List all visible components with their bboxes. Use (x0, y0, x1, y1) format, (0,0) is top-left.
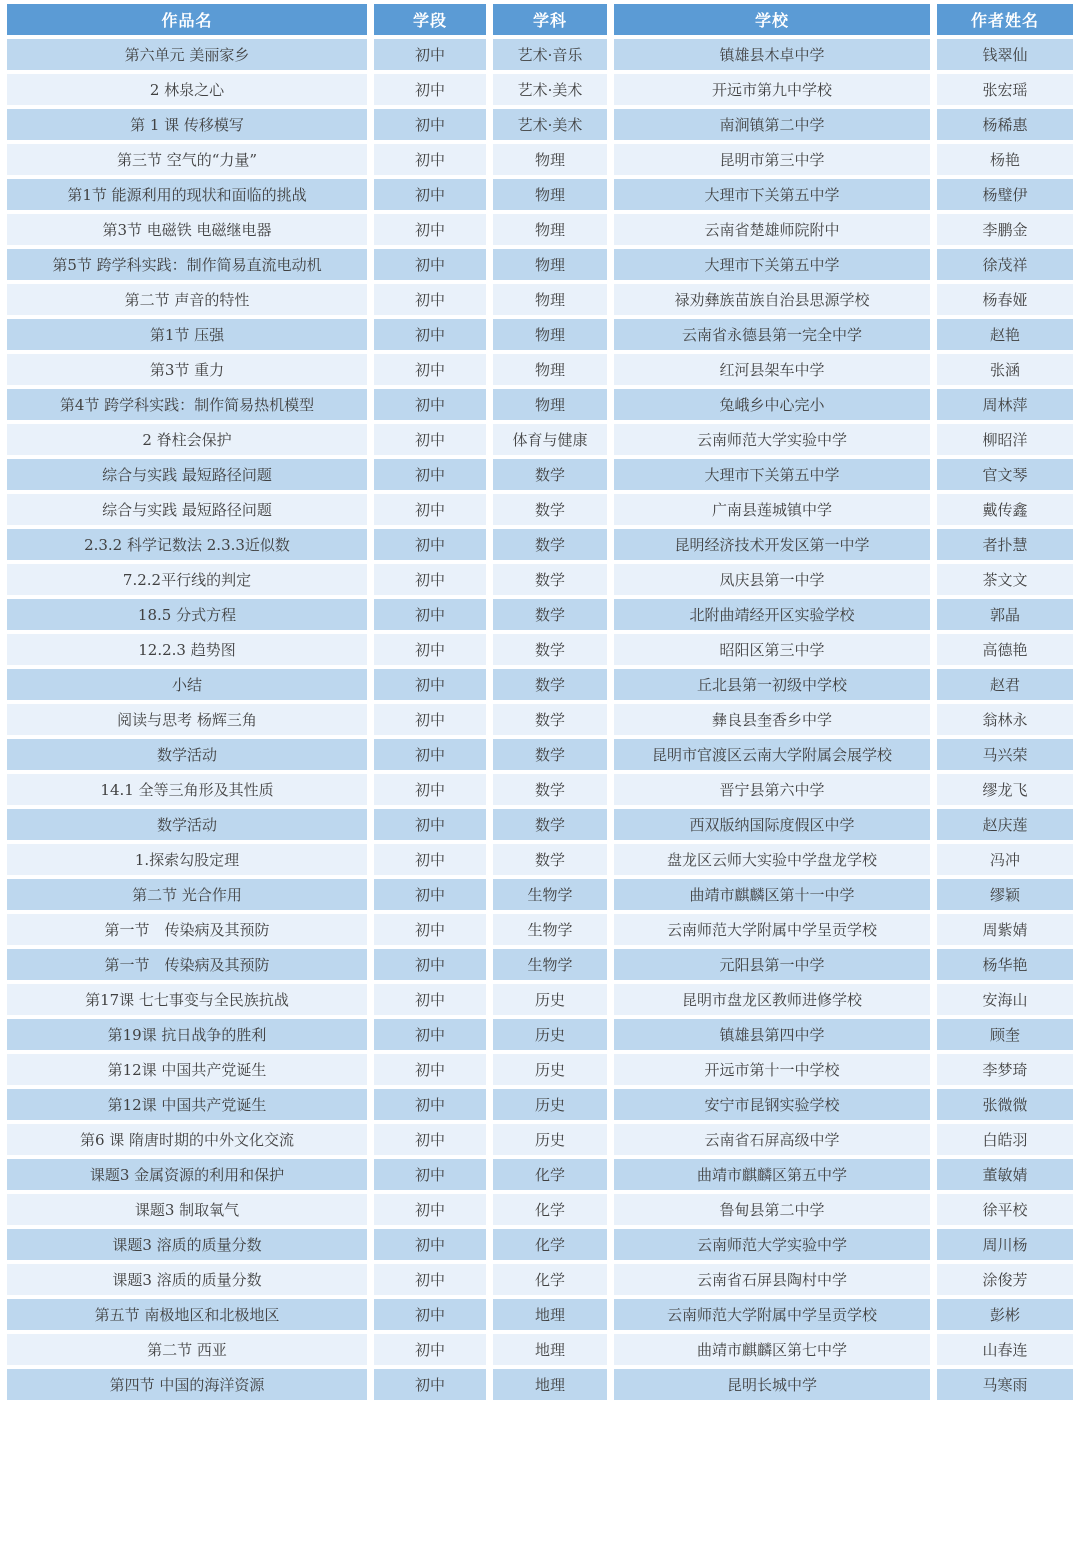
cell-work-title: 第二节 声音的特性 (7, 284, 367, 315)
cell-school: 北附曲靖经开区实验学校 (614, 599, 930, 630)
table-row (7, 704, 1073, 735)
table-row (7, 529, 1073, 560)
cell-school: 昆明市盘龙区教师进修学校 (614, 984, 930, 1015)
cell-school-stage: 初中 (374, 774, 486, 805)
cell-school: 广南县莲城镇中学 (614, 494, 930, 525)
cell-work-title: 第17课 七七事变与全民族抗战 (7, 984, 367, 1015)
cell-school: 南涧镇第二中学 (614, 109, 930, 140)
cell-school-stage: 初中 (374, 214, 486, 245)
cell-school: 云南师范大学实验中学 (614, 424, 930, 455)
cell-work-title: 第五节 南极地区和北极地区 (7, 1299, 367, 1330)
table-row (7, 669, 1073, 700)
cell-school-stage: 初中 (374, 39, 486, 70)
cell-school-stage: 初中 (374, 669, 486, 700)
table-row (7, 1019, 1073, 1050)
cell-author-name: 柳昭洋 (937, 424, 1073, 455)
cell-author-name: 周紫婧 (937, 914, 1073, 945)
cell-school: 曲靖市麒麟区第七中学 (614, 1334, 930, 1365)
cell-subject: 艺术·美术 (493, 74, 607, 105)
cell-school: 昆明经济技术开发区第一中学 (614, 529, 930, 560)
cell-work-title: 阅读与思考 杨辉三角 (7, 704, 367, 735)
cell-author-name: 者扑慧 (937, 529, 1073, 560)
table-row (7, 214, 1073, 245)
cell-author-name: 周林萍 (937, 389, 1073, 420)
table-row (7, 564, 1073, 595)
cell-subject: 数学 (493, 704, 607, 735)
cell-work-title: 第 1 课 传移模写 (7, 109, 367, 140)
table-row (7, 354, 1073, 385)
cell-school-stage: 初中 (374, 494, 486, 525)
cell-author-name: 钱翠仙 (937, 39, 1073, 70)
cell-author-name: 杨艳 (937, 144, 1073, 175)
cell-school: 晋宁县第六中学 (614, 774, 930, 805)
cell-school: 红河县架车中学 (614, 354, 930, 385)
cell-school-stage: 初中 (374, 109, 486, 140)
cell-school-stage: 初中 (374, 1299, 486, 1330)
cell-work-title: 第4节 跨学科实践：制作简易热机模型 (7, 389, 367, 420)
cell-school: 凤庆县第一中学 (614, 564, 930, 595)
cell-school-stage: 初中 (374, 599, 486, 630)
cell-subject: 历史 (493, 1019, 607, 1050)
cell-school-stage: 初中 (374, 1054, 486, 1085)
cell-work-title: 第三节 空气的“力量” (7, 144, 367, 175)
header-author-name: 作者姓名 (937, 4, 1073, 35)
cell-work-title: 课题3 制取氧气 (7, 1194, 367, 1225)
cell-school-stage: 初中 (374, 424, 486, 455)
cell-author-name: 马寒雨 (937, 1369, 1073, 1400)
table-row (7, 1054, 1073, 1085)
cell-work-title: 数学活动 (7, 809, 367, 840)
cell-school-stage: 初中 (374, 1019, 486, 1050)
cell-school: 昭阳区第三中学 (614, 634, 930, 665)
cell-subject: 物理 (493, 144, 607, 175)
cell-school: 云南师范大学实验中学 (614, 1229, 930, 1260)
cell-author-name: 赵庆莲 (937, 809, 1073, 840)
cell-school-stage: 初中 (374, 319, 486, 350)
cell-school: 曲靖市麒麟区第十一中学 (614, 879, 930, 910)
table-row (7, 74, 1073, 105)
table-row (7, 634, 1073, 665)
header-row (7, 4, 1073, 35)
cell-subject: 艺术·音乐 (493, 39, 607, 70)
table-row (7, 1264, 1073, 1295)
table-row (7, 459, 1073, 490)
cell-school-stage: 初中 (374, 949, 486, 980)
cell-subject: 数学 (493, 494, 607, 525)
table-row (7, 39, 1073, 70)
cell-author-name: 茶文文 (937, 564, 1073, 595)
header-school-stage: 学段 (374, 4, 486, 35)
cell-author-name: 徐茂祥 (937, 249, 1073, 280)
cell-school: 大理市下关第五中学 (614, 179, 930, 210)
cell-subject: 地理 (493, 1369, 607, 1400)
cell-subject: 物理 (493, 354, 607, 385)
cell-school: 安宁市昆钢实验学校 (614, 1089, 930, 1120)
cell-subject: 数学 (493, 739, 607, 770)
cell-author-name: 官文琴 (937, 459, 1073, 490)
cell-school: 镇雄县第四中学 (614, 1019, 930, 1050)
cell-author-name: 李梦琦 (937, 1054, 1073, 1085)
cell-school-stage: 初中 (374, 389, 486, 420)
cell-subject: 物理 (493, 284, 607, 315)
header-subject: 学科 (493, 4, 607, 35)
cell-subject: 生物学 (493, 914, 607, 945)
cell-school-stage: 初中 (374, 984, 486, 1015)
cell-work-title: 综合与实践 最短路径问题 (7, 459, 367, 490)
cell-school-stage: 初中 (374, 1124, 486, 1155)
table-row (7, 774, 1073, 805)
cell-work-title: 18.5 分式方程 (7, 599, 367, 630)
cell-work-title: 数学活动 (7, 739, 367, 770)
cell-work-title: 1.探索勾股定理 (7, 844, 367, 875)
cell-school: 鲁甸县第二中学 (614, 1194, 930, 1225)
cell-subject: 物理 (493, 319, 607, 350)
cell-author-name: 顾奎 (937, 1019, 1073, 1050)
cell-school: 昆明市官渡区云南大学附属会展学校 (614, 739, 930, 770)
cell-work-title: 课题3 溶质的质量分数 (7, 1264, 367, 1295)
cell-school-stage: 初中 (374, 459, 486, 490)
cell-work-title: 7.2.2平行线的判定 (7, 564, 367, 595)
cell-school-stage: 初中 (374, 739, 486, 770)
cell-school: 盘龙区云师大实验中学盘龙学校 (614, 844, 930, 875)
cell-school: 云南省石屏县陶村中学 (614, 1264, 930, 1295)
cell-subject: 数学 (493, 669, 607, 700)
cell-work-title: 课题3 溶质的质量分数 (7, 1229, 367, 1260)
cell-school-stage: 初中 (374, 1159, 486, 1190)
table-row (7, 249, 1073, 280)
table-row (7, 1229, 1073, 1260)
cell-school-stage: 初中 (374, 74, 486, 105)
cell-school: 元阳县第一中学 (614, 949, 930, 980)
cell-author-name: 缪龙飞 (937, 774, 1073, 805)
cell-subject: 化学 (493, 1264, 607, 1295)
cell-school: 开远市第九中学校 (614, 74, 930, 105)
table-row (7, 389, 1073, 420)
cell-school: 昆明市第三中学 (614, 144, 930, 175)
cell-author-name: 赵君 (937, 669, 1073, 700)
cell-school-stage: 初中 (374, 1334, 486, 1365)
cell-school: 云南省楚雄师院附中 (614, 214, 930, 245)
cell-work-title: 第1节 能源利用的现状和面临的挑战 (7, 179, 367, 210)
cell-school: 云南师范大学附属中学呈贡学校 (614, 914, 930, 945)
cell-subject: 数学 (493, 809, 607, 840)
cell-author-name: 戴传鑫 (937, 494, 1073, 525)
header-school: 学校 (614, 4, 930, 35)
cell-work-title: 第5节 跨学科实践：制作简易直流电动机 (7, 249, 367, 280)
cell-author-name: 高德艳 (937, 634, 1073, 665)
cell-author-name: 翁林永 (937, 704, 1073, 735)
table-row (7, 1159, 1073, 1190)
cell-subject: 艺术·美术 (493, 109, 607, 140)
table-row (7, 424, 1073, 455)
cell-work-title: 第六单元 美丽家乡 (7, 39, 367, 70)
cell-school-stage: 初中 (374, 1194, 486, 1225)
table-row (7, 879, 1073, 910)
cell-work-title: 第3节 电磁铁 电磁继电器 (7, 214, 367, 245)
table-row (7, 179, 1073, 210)
cell-work-title: 第一节 传染病及其预防 (7, 949, 367, 980)
cell-author-name: 董敏婧 (937, 1159, 1073, 1190)
cell-author-name: 李鹏金 (937, 214, 1073, 245)
cell-subject: 物理 (493, 249, 607, 280)
cell-school-stage: 初中 (374, 564, 486, 595)
cell-school: 西双版纳国际度假区中学 (614, 809, 930, 840)
cell-subject: 数学 (493, 599, 607, 630)
cell-subject: 数学 (493, 529, 607, 560)
cell-subject: 化学 (493, 1159, 607, 1190)
cell-subject: 历史 (493, 1124, 607, 1155)
cell-school-stage: 初中 (374, 809, 486, 840)
table-row (7, 284, 1073, 315)
cell-author-name: 郭晶 (937, 599, 1073, 630)
cell-author-name: 山春连 (937, 1334, 1073, 1365)
cell-author-name: 白皓羽 (937, 1124, 1073, 1155)
cell-author-name: 杨春娅 (937, 284, 1073, 315)
cell-author-name: 张宏瑶 (937, 74, 1073, 105)
cell-school: 禄劝彝族苗族自治县思源学校 (614, 284, 930, 315)
cell-subject: 物理 (493, 389, 607, 420)
cell-author-name: 杨璧伊 (937, 179, 1073, 210)
cell-school-stage: 初中 (374, 179, 486, 210)
table-row (7, 494, 1073, 525)
table-row (7, 1194, 1073, 1225)
cell-author-name: 徐平校 (937, 1194, 1073, 1225)
cell-work-title: 12.2.3 趋势图 (7, 634, 367, 665)
table-row (7, 1089, 1073, 1120)
cell-author-name: 安海山 (937, 984, 1073, 1015)
cell-work-title: 小结 (7, 669, 367, 700)
cell-subject: 地理 (493, 1334, 607, 1365)
cell-author-name: 彭彬 (937, 1299, 1073, 1330)
cell-author-name: 涂俊芳 (937, 1264, 1073, 1295)
table-row (7, 319, 1073, 350)
table-row (7, 1124, 1073, 1155)
cell-work-title: 2 脊柱会保护 (7, 424, 367, 455)
cell-school: 云南省永德县第一完全中学 (614, 319, 930, 350)
cell-author-name: 杨稀惠 (937, 109, 1073, 140)
table-row (7, 739, 1073, 770)
cell-work-title: 第12课 中国共产党诞生 (7, 1089, 367, 1120)
cell-subject: 物理 (493, 179, 607, 210)
cell-school: 大理市下关第五中学 (614, 249, 930, 280)
cell-school: 云南师范大学附属中学呈贡学校 (614, 1299, 930, 1330)
cell-author-name: 缪颖 (937, 879, 1073, 910)
cell-work-title: 第1节 压强 (7, 319, 367, 350)
cell-work-title: 14.1 全等三角形及其性质 (7, 774, 367, 805)
cell-subject: 数学 (493, 634, 607, 665)
cell-school: 兔峨乡中心完小 (614, 389, 930, 420)
cell-school-stage: 初中 (374, 1369, 486, 1400)
cell-work-title: 课题3 金属资源的利用和保护 (7, 1159, 367, 1190)
cell-subject: 生物学 (493, 949, 607, 980)
cell-school-stage: 初中 (374, 634, 486, 665)
cell-school-stage: 初中 (374, 704, 486, 735)
cell-author-name: 杨华艳 (937, 949, 1073, 980)
cell-school-stage: 初中 (374, 1229, 486, 1260)
cell-school-stage: 初中 (374, 1089, 486, 1120)
cell-author-name: 马兴荣 (937, 739, 1073, 770)
table-row (7, 949, 1073, 980)
cell-subject: 历史 (493, 984, 607, 1015)
cell-subject: 化学 (493, 1194, 607, 1225)
cell-school: 云南省石屏高级中学 (614, 1124, 930, 1155)
cell-work-title: 第12课 中国共产党诞生 (7, 1054, 367, 1085)
table-row (7, 844, 1073, 875)
cell-work-title: 第19课 抗日战争的胜利 (7, 1019, 367, 1050)
cell-school: 曲靖市麒麟区第五中学 (614, 1159, 930, 1190)
cell-author-name: 赵艳 (937, 319, 1073, 350)
table-row (7, 599, 1073, 630)
cell-school: 开远市第十一中学校 (614, 1054, 930, 1085)
cell-school-stage: 初中 (374, 844, 486, 875)
cell-work-title: 第6 课 隋唐时期的中外文化交流 (7, 1124, 367, 1155)
cell-work-title: 第四节 中国的海洋资源 (7, 1369, 367, 1400)
table-row (7, 109, 1073, 140)
cell-work-title: 2 林泉之心 (7, 74, 367, 105)
cell-school-stage: 初中 (374, 249, 486, 280)
cell-school: 大理市下关第五中学 (614, 459, 930, 490)
cell-subject: 化学 (493, 1229, 607, 1260)
table-body (7, 39, 1073, 1400)
cell-subject: 历史 (493, 1089, 607, 1120)
cell-school-stage: 初中 (374, 1264, 486, 1295)
cell-subject: 数学 (493, 844, 607, 875)
cell-school-stage: 初中 (374, 144, 486, 175)
cell-school-stage: 初中 (374, 879, 486, 910)
cell-work-title: 综合与实践 最短路径问题 (7, 494, 367, 525)
cell-author-name: 冯冲 (937, 844, 1073, 875)
cell-work-title: 2.3.2 科学记数法 2.3.3近似数 (7, 529, 367, 560)
cell-author-name: 张微微 (937, 1089, 1073, 1120)
cell-school: 彝良县奎香乡中学 (614, 704, 930, 735)
cell-subject: 数学 (493, 774, 607, 805)
cell-work-title: 第3节 重力 (7, 354, 367, 385)
cell-school-stage: 初中 (374, 529, 486, 560)
cell-work-title: 第二节 光合作用 (7, 879, 367, 910)
cell-school: 昆明长城中学 (614, 1369, 930, 1400)
table-row (7, 914, 1073, 945)
cell-subject: 数学 (493, 459, 607, 490)
cell-school-stage: 初中 (374, 284, 486, 315)
cell-school-stage: 初中 (374, 914, 486, 945)
cell-subject: 生物学 (493, 879, 607, 910)
table-row (7, 984, 1073, 1015)
cell-school-stage: 初中 (374, 354, 486, 385)
table-row (7, 1369, 1073, 1400)
header-work-title: 作品名 (7, 4, 367, 35)
cell-subject: 物理 (493, 214, 607, 245)
cell-subject: 历史 (493, 1054, 607, 1085)
table-row (7, 144, 1073, 175)
cell-author-name: 周川杨 (937, 1229, 1073, 1260)
cell-work-title: 第一节 传染病及其预防 (7, 914, 367, 945)
cell-subject: 数学 (493, 564, 607, 595)
cell-author-name: 张涵 (937, 354, 1073, 385)
cell-subject: 地理 (493, 1299, 607, 1330)
table-row (7, 809, 1073, 840)
cell-school: 镇雄县木卓中学 (614, 39, 930, 70)
cell-subject: 体育与健康 (493, 424, 607, 455)
table-row (7, 1299, 1073, 1330)
table-row (7, 1334, 1073, 1365)
cell-school: 丘北县第一初级中学校 (614, 669, 930, 700)
cell-work-title: 第二节 西亚 (7, 1334, 367, 1365)
